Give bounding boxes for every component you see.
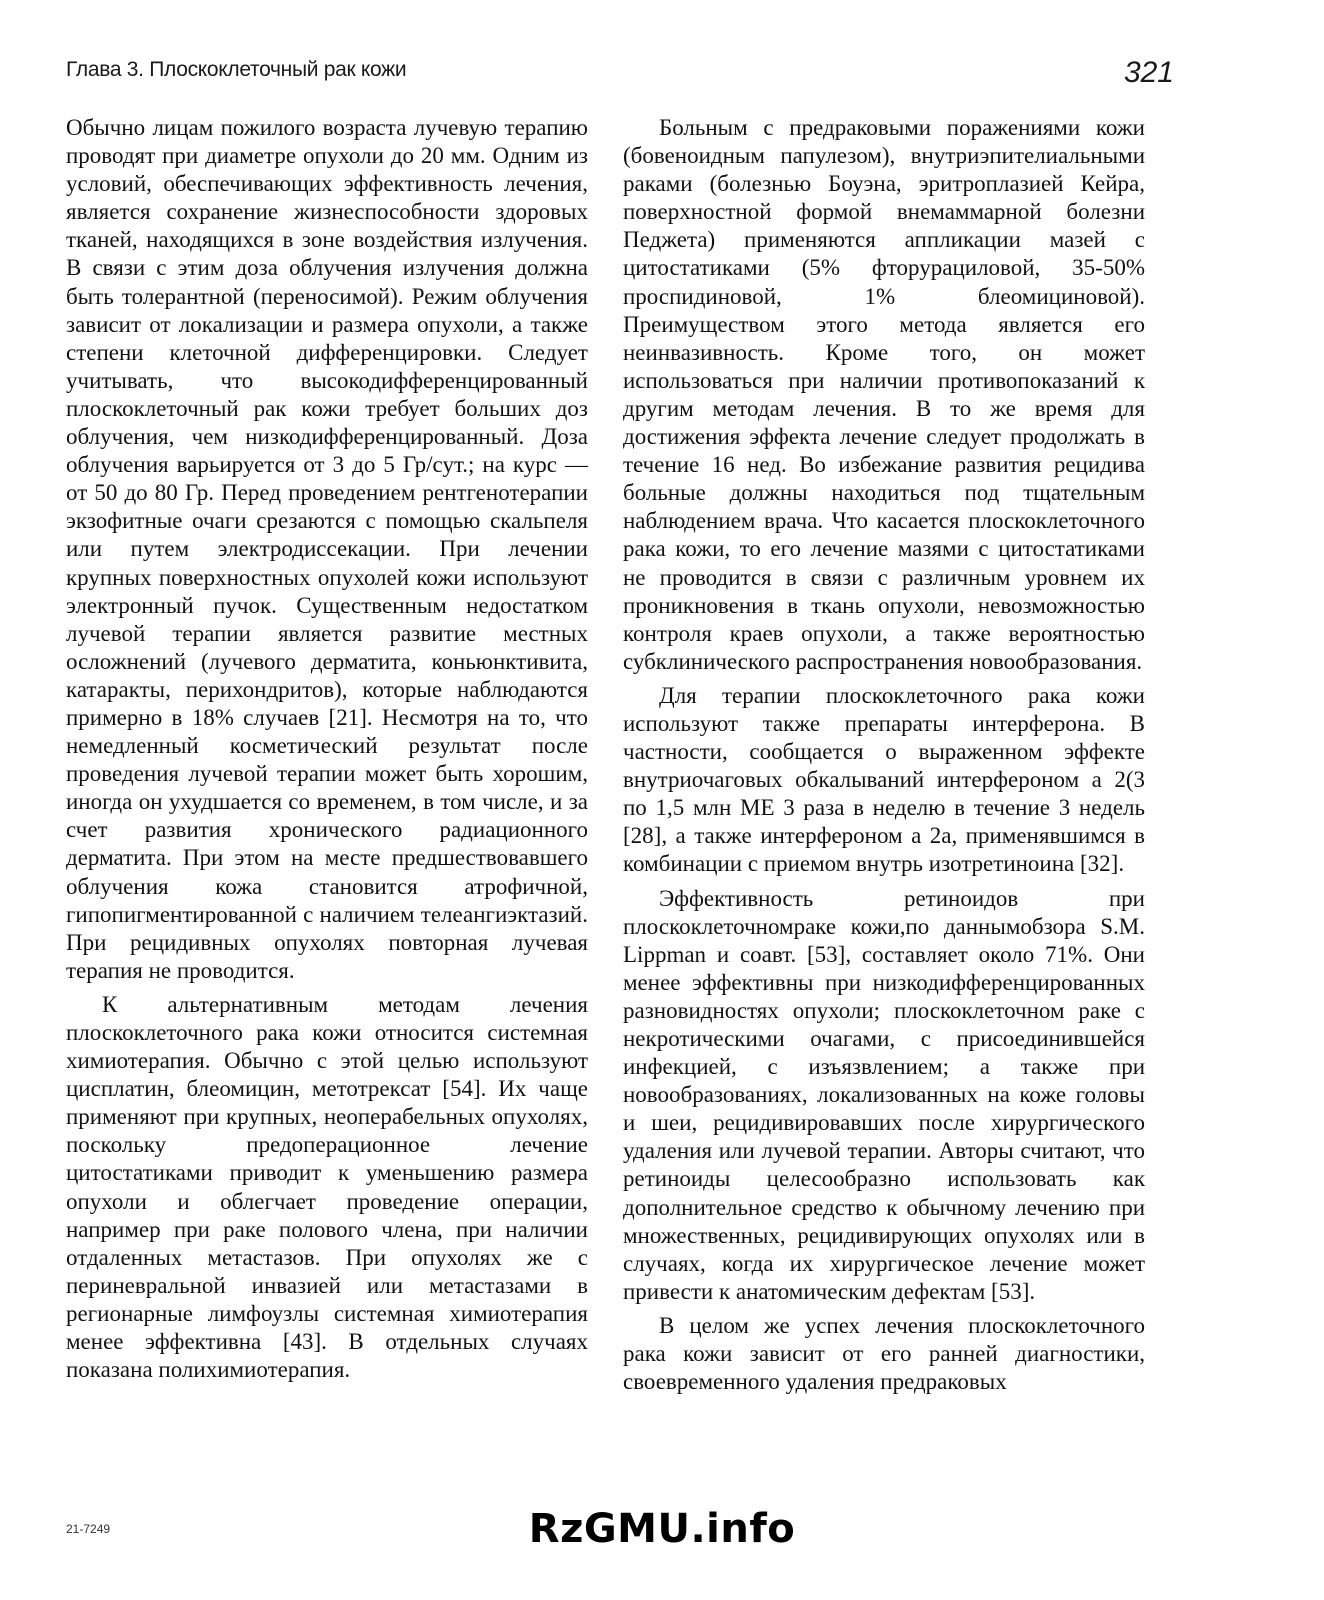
running-title: Глава 3. Плоскоклеточный рак кожи (66, 58, 407, 81)
paragraph: Обычно лицам пожилого возраста лучевую терапию проводят при диаметре опухоли до 20 мм. Одним из условий, обеспечивающих эффективность лечения, является сохранение жизнеспособности здоровых тканей, находящихся в зоне воздействия излучения. В связи с этим доза облучения излучения должна быть толерантной (переносимой). Режим облучения зависит от локализации и размера опухоли, а также степени клеточной дифференцировки. Следует учитывать, что высокодифференцированный плоскоклеточный рак кожи требует больших доз облучения, чем низкодифференцированный. Доза облучения варьируется от 3 до 5 Гр/сут.; на курс — от 50 до 80 Гр. Перед проведением рентгенотерапии экзофитные очаги срезаются с помощью скальпеля или путем электродиссекации. При лечении крупных поверхностных опухолей кожи используют электронный пучок. Существенным недостатком лучевой терапии является развитие местных осложнений (лучевого дерматита, коньюнктивита, катаракты, перихондритов), которые наблюдаются примерно в 18% случаев [21]. Несмотря на то, что немедленный косметический результат после проведения лучевой терапии может быть хорошим, иногда он ухудшается со временем, в том числе, и за счет развития хронического радиационного дерматита. При этом на месте предшествовавшего облучения кожа становится атрофичной, гипопигментированной с наличием телеангиэктазий. При рецидивных опухолях повторная лучевая терапия не проводится. (66, 115, 588, 983)
watermark: RzGMU.info (528, 1506, 796, 1552)
page-number: 321 (1123, 56, 1174, 89)
paragraph: В целом же успех лечения плоскоклеточного рака кожи зависит от его ранней диагностики, своевременного удаления предраковых (623, 1312, 1145, 1395)
paragraph: Больным с предраковыми поражениями кожи (бовеноидным папулезом), внутриэпителиальными раками (болезнью Боуэна, эритроплазией Кейра, поверхностной формой внемаммарной болезни Педжета) применяются аппликации мазей с цитостатиками (5% фторурациловой, 35-50% проспидиновой, 1% блеомициновой). Преимуществом этого метода является его неинвазивность. Кроме того, он может использоваться при наличии противопоказаний к другим методам лечения. В то же время для достижения эффекта лечение следует продолжать в течение 16 нед. Во избежание развития рецидива больные должны находиться под тщательным наблюдением врача. Что касается плоскоклеточного рака кожи, то его лечение мазями с цитостатиками не проводится в связи с различным уровнем их проникновения в ткань опухоли, невозможностью контроля краев опухоли, а также вероятностью субклинического распространения новообразования. (623, 115, 1145, 674)
right-column (623, 114, 1145, 1396)
left-column (66, 114, 588, 1384)
signature-mark: 21-7249 (66, 1522, 111, 1536)
paragraph: К альтернативным методам лечения плоскоклеточного рака кожи относится системная химиотерапия. Обычно с этой целью используют цисплатин, блеомицин, метотрексат [54]. Их чаще применяют при крупных, неоперабельных опухолях, поскольку предоперационное лечение цитостатиками приводит к уменьшению размера опухоли и облегчает проведение операции, например при раке полового члена, при наличии отдаленных метастазов. При опухолях же с периневральной инвазией или метастазами в регионарные лимфоузлы системная химиотерапия менее эффективна [43]. В отдельных случаях показана полихимиотерапия. (66, 991, 588, 1383)
paragraph: Эффективность ретиноидов при плоскоклеточномраке кожи,по даннымобзора S.M. Lippman и соавт. [53], составляет около 71%. Они менее эффективны при низкодифференцированных разновидностях опухоли; плоскоклеточном раке с некротическими очагами, с присоединившейся инфекцией, с изъязвлением; а также при новообразованиях, локализованных на коже головы и шеи, рецидивировавших после хирургического удаления или лучевой терапии. Авторы считают, что ретиноиды целесообразно использовать как дополнительное средство к обычному лечению при множественных, рецидивирующих опухолях или в случаях, когда их хирургическое лечение может привести к анатомическим дефектам [53]. (623, 885, 1145, 1304)
paragraph: Для терапии плоскоклеточного рака кожи используют также препараты интерферона. В частности, сообщается о выраженном эффекте внутриочаговых обкалываний интерфероном а 2(3 по 1,5 млн МЕ 3 раза в неделю в течение 3 недель [28], а также интерфероном а 2а, применявшимся в комбинации с приемом внутрь изотретиноина [32]. (623, 682, 1145, 877)
